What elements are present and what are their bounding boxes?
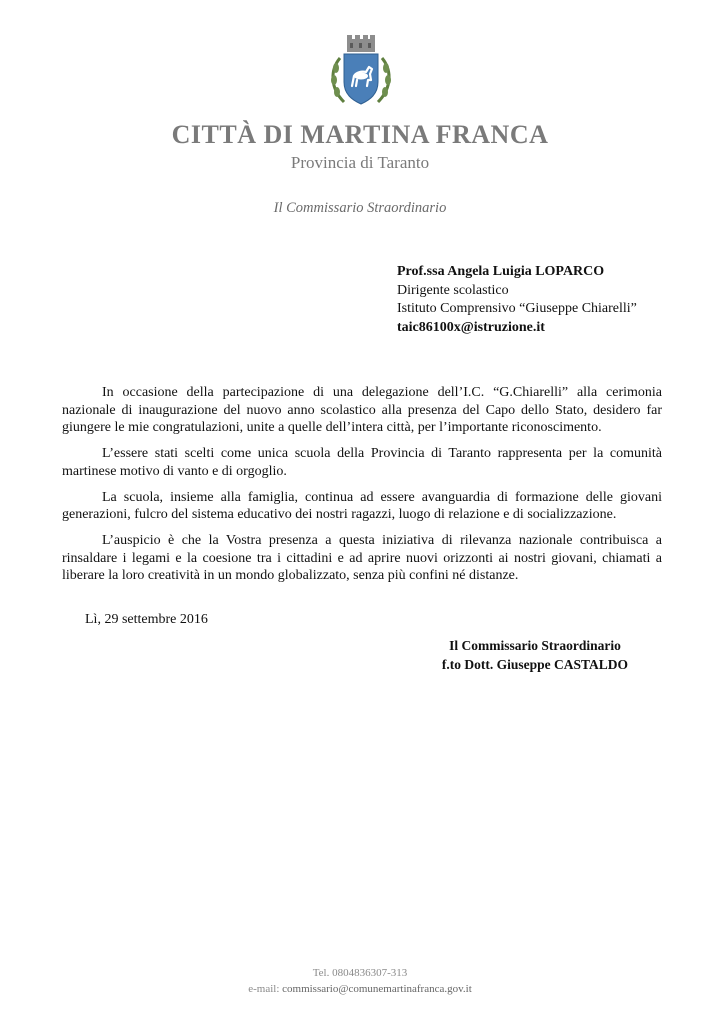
signature-title: Il Commissario Straordinario (449, 638, 621, 653)
letter-date: Lì, 29 settembre 2016 (85, 612, 208, 627)
letter-body (62, 384, 662, 593)
recipient-email: taic86100x@istruzione.it (397, 319, 545, 335)
city-name: CITTÀ DI MARTINA FRANCA (171, 120, 549, 149)
signature-block (425, 637, 645, 674)
recipient-name: Prof.ssa Angela Luigia LOPARCO (397, 264, 605, 279)
recipient-role: Dirigente scolastico (397, 282, 509, 298)
province-name: Provincia di Taranto (290, 153, 430, 172)
city-coat-of-arms-icon (326, 30, 396, 110)
footer-email-link[interactable]: commissario@comunemartinafranca.gov.it (282, 983, 472, 995)
footer (0, 965, 720, 997)
office-heading: Il Commissario Straordinario (273, 200, 447, 216)
body-paragraph: L’auspicio è che la Vostra presenza a questa iniziativa di rilevanza nazionale contribuisca a rinsaldare i legami e la coesione tra i cittadini e ad aprire nuovi orizzonti ai nostri giovani, chiamati a liberare la loro creatività in un mondo globalizzato, senza più confini né distanze. (62, 533, 662, 583)
footer-email-line (0, 981, 720, 997)
body-paragraph: In occasione della partecipazione di una delegazione dell’I.C. “G.Chiarelli” alla cerimonia nazionale di inaugurazione del nuovo anno scolastico alla presenza del Capo dello Stato, desidero far giungere le mie congratulazioni, unite a quelle dell’intera città, per l’importante riconoscimento. (62, 385, 662, 435)
footer-email-label: e-mail: (248, 983, 280, 995)
footer-phone: Tel. 0804836307-313 (312, 967, 408, 979)
recipient-institute: Istituto Comprensivo “Giuseppe Chiarelli” (397, 301, 637, 316)
body-paragraph: L’essere stati scelti come unica scuola della Provincia di Taranto rappresenta per la comunità martinese motivo di vanto e di orgoglio. (62, 446, 662, 479)
recipient-block (397, 263, 637, 337)
signature-name: f.to Dott. Giuseppe CASTALDO (441, 656, 629, 672)
body-paragraph: La scuola, insieme alla famiglia, continua ad essere avanguardia di formazione delle giovani generazioni, fulcro del sistema educativo dei nostri ragazzi, luogo di relazione e di socializzazione. (62, 489, 662, 522)
